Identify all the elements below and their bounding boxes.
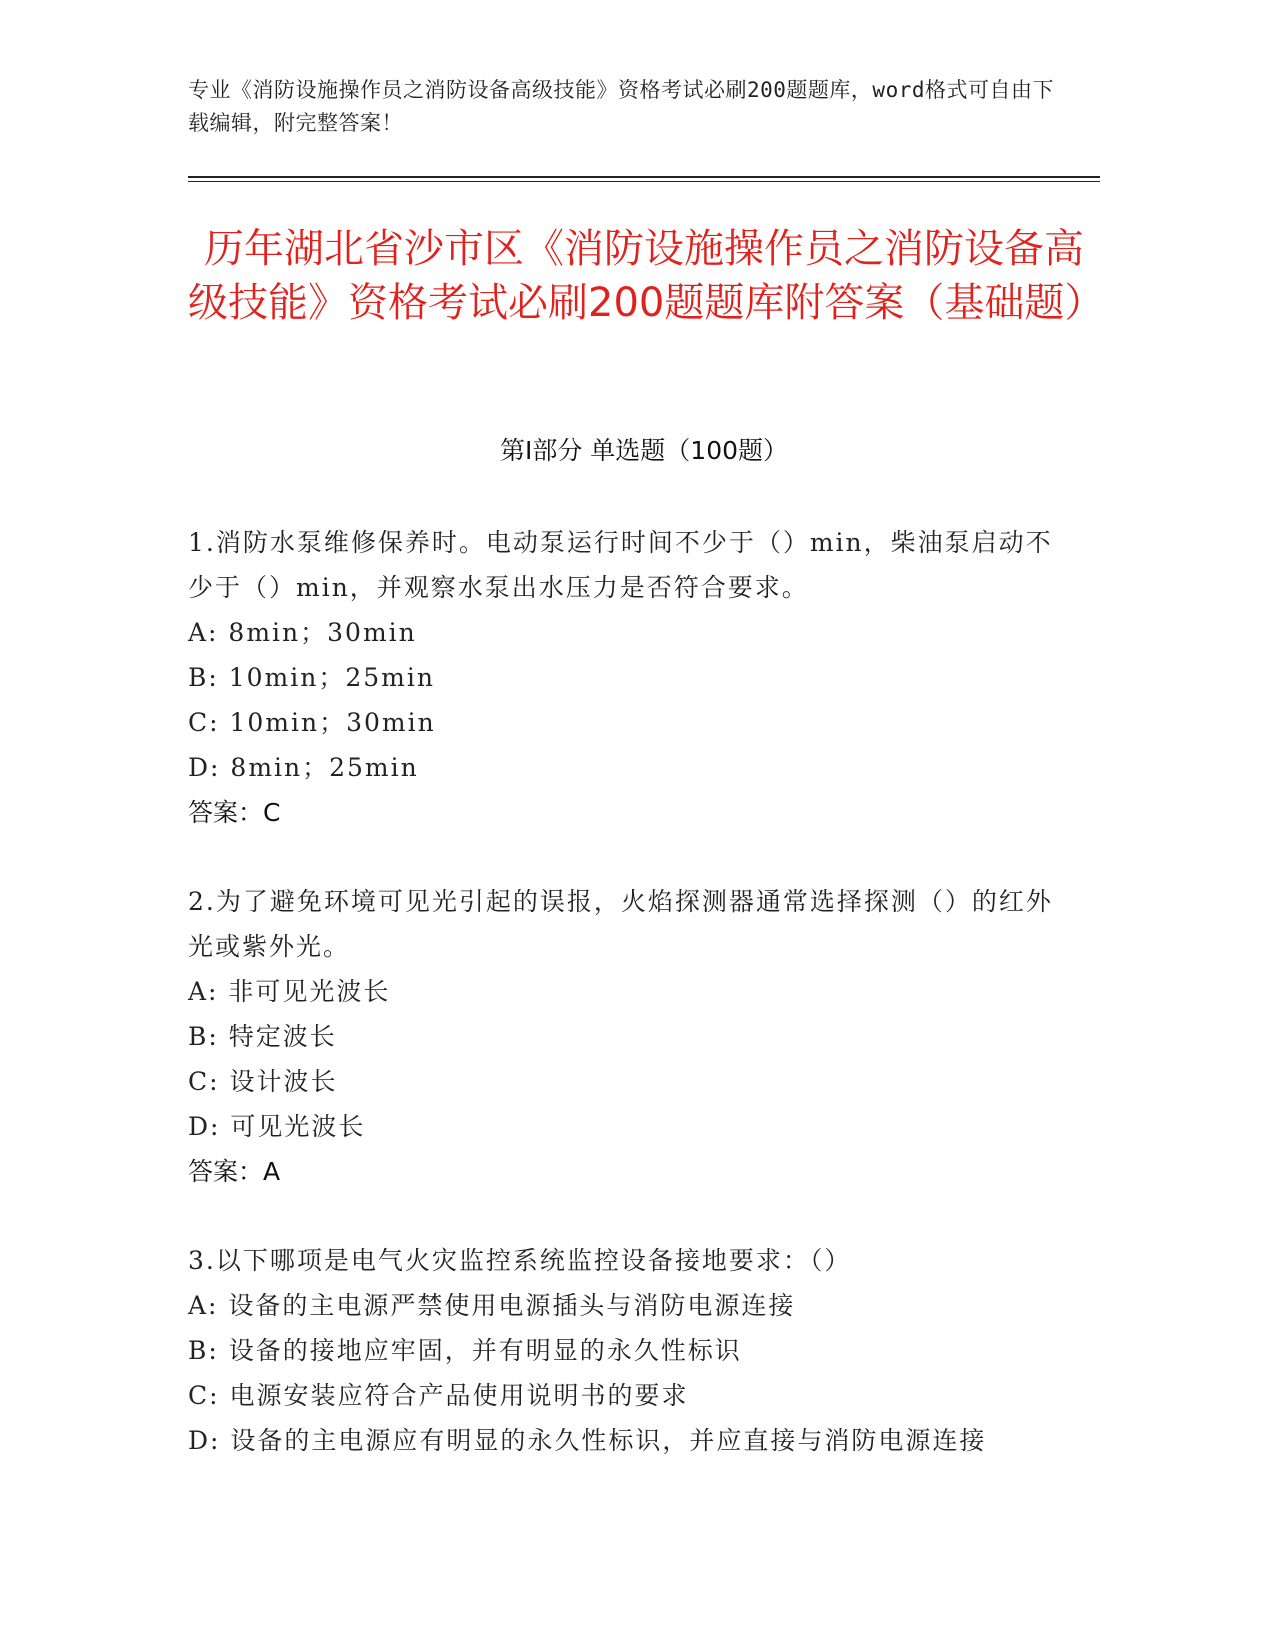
header-divider-thin xyxy=(188,181,1100,182)
question-3 xyxy=(188,1238,1068,1463)
option-a: A: 非可见光波长 xyxy=(188,977,391,1006)
document-title: 历年湖北省沙市区《消防设施操作员之消防设备高级技能》资格考试必刷200题题库附答案（基础题） xyxy=(188,226,1105,326)
answer-label: 答案： xyxy=(188,1157,264,1186)
header-divider-thick xyxy=(188,176,1100,178)
question-stem: 2.为了避免环境可见光引起的误报，火焰探测器通常选择探测（）的红外光或紫外光。 xyxy=(188,887,1053,961)
option-a: A: 设备的主电源严禁使用电源插头与消防电源连接 xyxy=(188,1291,796,1320)
option-c: C: 10min；30min xyxy=(188,708,436,737)
question-1 xyxy=(188,520,1068,835)
question-stem: 1.消防水泵维修保养时。电动泵运行时间不少于（）min，柴油泵启动不少于（）min，并观察水泵出水压力是否符合要求。 xyxy=(188,528,1053,602)
section-title: 第Ⅰ部分 单选题（100题） xyxy=(499,436,789,465)
option-d: D: 可见光波长 xyxy=(188,1112,366,1141)
answer-value: A xyxy=(263,1157,281,1186)
option-a: A: 8min；30min xyxy=(188,618,417,647)
answer-line xyxy=(188,1149,1068,1194)
option-b: B: 10min；25min xyxy=(188,663,435,692)
header-note: 专业《消防设施操作员之消防设备高级技能》资格考试必刷200题题库，word格式可自由下载编辑，附完整答案！ xyxy=(188,78,1054,135)
question-list xyxy=(188,520,1068,1507)
option-d: D: 设备的主电源应有明显的永久性标识，并应直接与消防电源连接 xyxy=(188,1426,987,1455)
option-b: B: 设备的接地应牢固，并有明显的永久性标识 xyxy=(188,1336,742,1365)
question-2 xyxy=(188,879,1068,1194)
answer-line xyxy=(188,790,1068,835)
option-d: D: 8min；25min xyxy=(188,753,419,782)
question-stem: 3.以下哪项是电气火灾监控系统监控设备接地要求：（） xyxy=(188,1246,852,1275)
option-b: B: 特定波长 xyxy=(188,1022,337,1051)
option-c: C: 电源安装应符合产品使用说明书的要求 xyxy=(188,1381,689,1410)
option-c: C: 设计波长 xyxy=(188,1067,338,1096)
answer-value: C xyxy=(263,798,281,827)
answer-label: 答案： xyxy=(188,798,264,827)
